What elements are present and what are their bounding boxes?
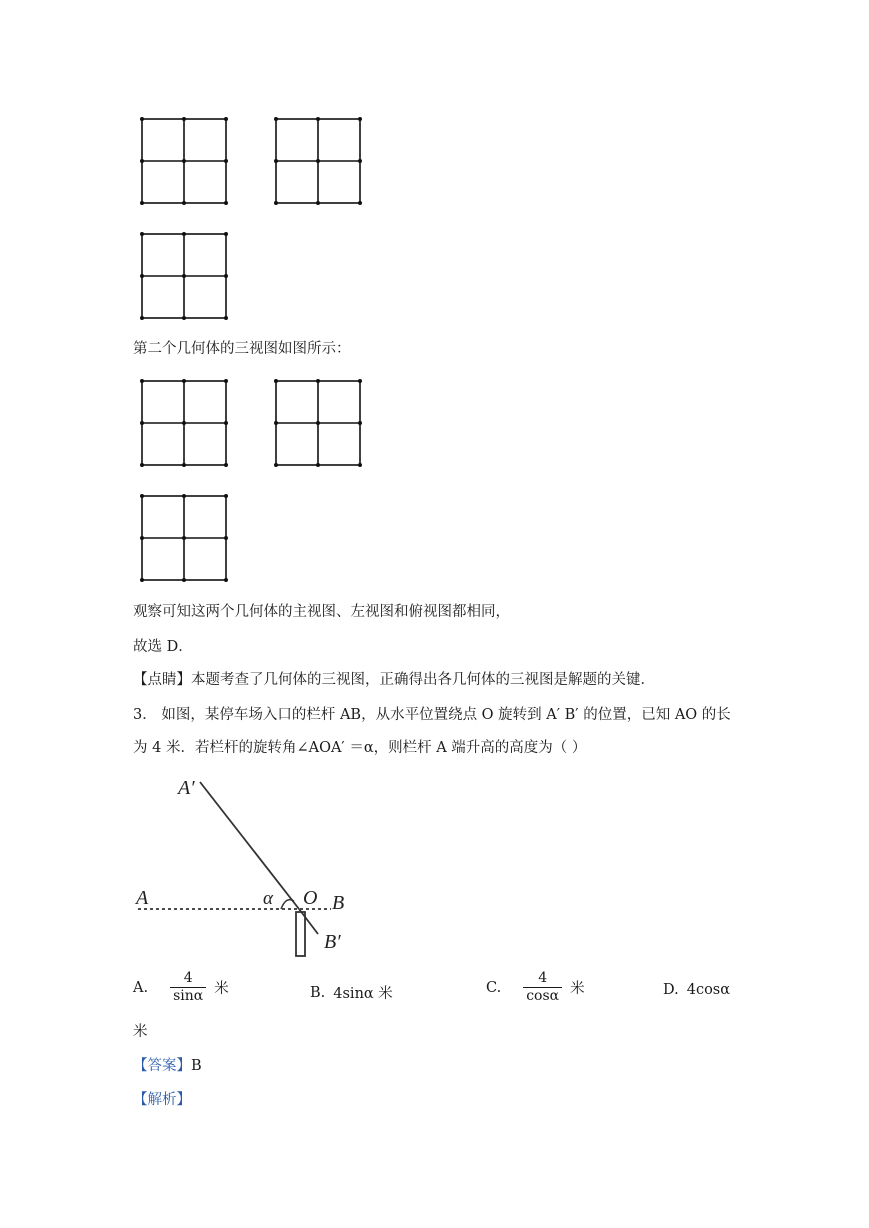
option-a-fraction: [170, 970, 206, 1005]
observe-text: 观察可知这两个几何体的主视图、左视图和俯视图都相同，: [133, 604, 510, 620]
label-o: O: [303, 887, 318, 909]
comment-body: 本题考查了几何体的三视图，正确得出各几何体的三视图是解题的关键．: [191, 672, 655, 688]
option-b-text: 4sinα 米: [333, 986, 393, 1002]
view-grid-1: [140, 117, 228, 205]
analysis-tag: 【解析】: [133, 1092, 191, 1108]
option-d-text: 4cosα: [686, 982, 731, 998]
option-d-letter: D.: [663, 982, 679, 998]
barrier-rotated-line: [200, 782, 299, 909]
view-grid-2: [274, 117, 362, 205]
label-alpha: α: [263, 888, 273, 909]
answer-tag: 【答案】: [133, 1058, 191, 1074]
label-a: A: [136, 887, 149, 909]
option-c-denominator: cosα: [526, 988, 560, 1004]
option-c[interactable]: [486, 970, 585, 1005]
option-a[interactable]: [133, 970, 229, 1005]
view-grid-6: [140, 494, 228, 582]
label-a-prime: A′: [178, 777, 195, 799]
choose-text: 故选 D．: [133, 639, 193, 655]
option-c-numerator: 4: [523, 970, 562, 988]
option-c-letter: C.: [486, 979, 502, 996]
view-grid-4: [140, 379, 228, 467]
answer-value: B: [191, 1058, 202, 1074]
option-a-denominator: sinα: [173, 988, 204, 1004]
option-a-unit: 米: [214, 981, 229, 997]
option-c-fraction: [523, 970, 562, 1005]
option-a-letter: A.: [133, 979, 149, 996]
question-3-line-2: 为 4 米．若栏杆的旋转角∠AOA′ ＝α，则栏杆 A 端升高的高度为（ ）: [133, 740, 587, 756]
option-d-unit: 米: [133, 1024, 148, 1040]
view-grid-5: [274, 379, 362, 467]
view-grid-3: [140, 232, 228, 320]
answer-line: [133, 1056, 202, 1076]
comment-line: [133, 670, 655, 690]
label-b-prime: B′: [324, 931, 341, 953]
question-3-line-1: 3． 如图，某停车场入口的栏杆 AB，从水平位置绕点 O 旋转到 A′ B′ 的位置，已知 AO 的长: [133, 707, 731, 723]
option-a-numerator: 4: [170, 970, 206, 988]
comment-tag: 【点睛】: [133, 672, 191, 688]
second-views-caption: 第二个几何体的三视图如图所示：: [133, 341, 351, 357]
barrier-post: [296, 912, 305, 956]
label-b: B: [332, 892, 345, 914]
option-c-unit: 米: [570, 981, 585, 997]
option-b[interactable]: [310, 982, 393, 1003]
option-d[interactable]: [663, 982, 730, 998]
option-b-letter: B.: [310, 984, 326, 1001]
barrier-figure: [128, 770, 368, 965]
